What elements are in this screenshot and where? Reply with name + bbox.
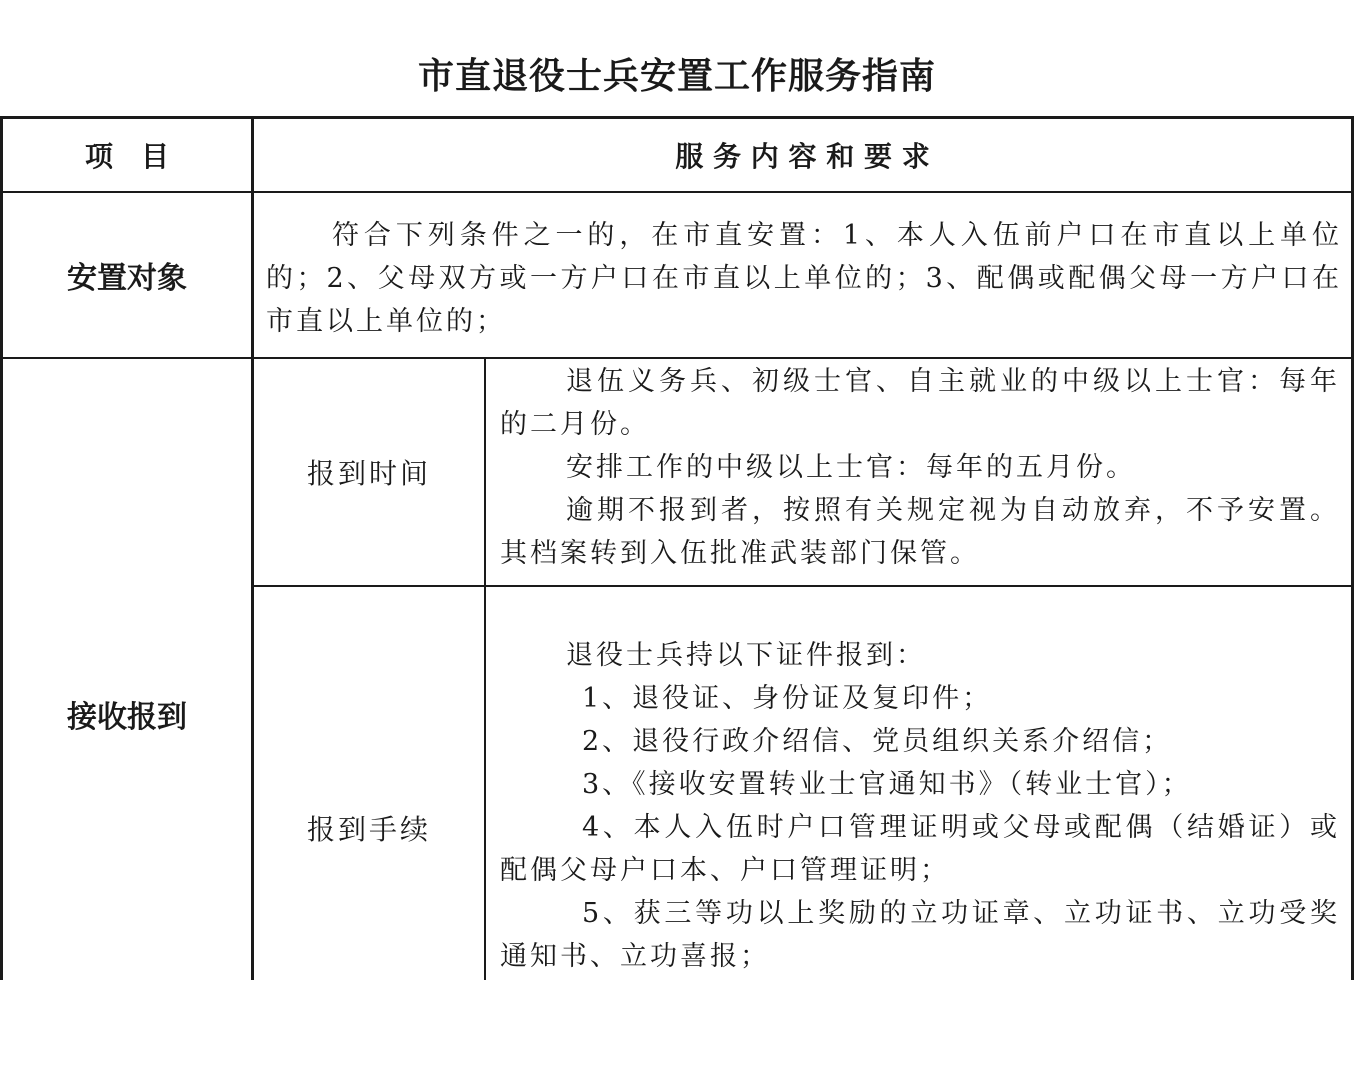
- subrow-content-report-time: [500, 360, 1340, 575]
- placement-target-label: 安置对象: [67, 261, 187, 296]
- placement-target-text: 符合下列条件之一的，在市直安置：1、本人入伍前户口在市直以上单位的；2、父母双方或一方户口在市直以上单位的；3、配偶或配偶父母一方户口在市直以上单位的；: [266, 220, 1342, 337]
- row-content-placement-target: [266, 214, 1342, 343]
- subrow-label-report-procedure: [254, 587, 484, 1069]
- report-time-paragraph-1: 退伍义务兵、初级士官、自主就业的中级以上士官：每年的二月份。: [500, 366, 1340, 440]
- report-time-paragraph-2: 安排工作的中级以上士官：每年的五月份。: [566, 452, 1136, 483]
- row-label-reception: [3, 359, 251, 1069]
- report-procedure-item-2: 2、退役行政介绍信、党员组织关系介绍信；: [582, 726, 1173, 757]
- row-label-placement-target: [3, 193, 251, 357]
- header-item: [3, 119, 251, 191]
- service-guide-table: [0, 116, 1354, 980]
- report-procedure-item-5: 5、获三等功以上奖励的立功证章、立功证书、立功受奖通知书、立功喜报；: [500, 898, 1340, 972]
- report-procedure-label: 报到手续: [306, 813, 431, 846]
- page-title: 市直退役士兵安置工作服务指南: [417, 56, 936, 97]
- subrow-content-report-procedure: [500, 634, 1340, 978]
- report-procedure-item-1: 1、退役证、身份证及复印件；: [582, 683, 993, 714]
- report-procedure-intro: 退役士兵持以下证件报到：: [566, 640, 926, 671]
- header-content: [254, 119, 1351, 191]
- report-time-paragraph-3: 逾期不报到者，按照有关规定视为自动放弃，不予安置。其档案转到入伍批准武装部门保管。: [500, 495, 1340, 569]
- header-item-label: 项 目: [84, 140, 169, 173]
- header-content-label: 服 务 内 容 和 要 求: [675, 140, 930, 173]
- subcolumn-divider: [484, 357, 486, 980]
- subrow-label-report-time: [254, 359, 484, 585]
- reception-label: 接收报到: [67, 700, 187, 735]
- report-procedure-item-3: 3、《接收安置转业士官通知书》（转业士官）；: [582, 769, 1192, 800]
- report-procedure-item-4: 4、本人入伍时户口管理证明或父母或配偶（结婚证）或配偶父母户口本、户口管理证明；: [500, 812, 1340, 886]
- report-time-label: 报到时间: [306, 457, 431, 490]
